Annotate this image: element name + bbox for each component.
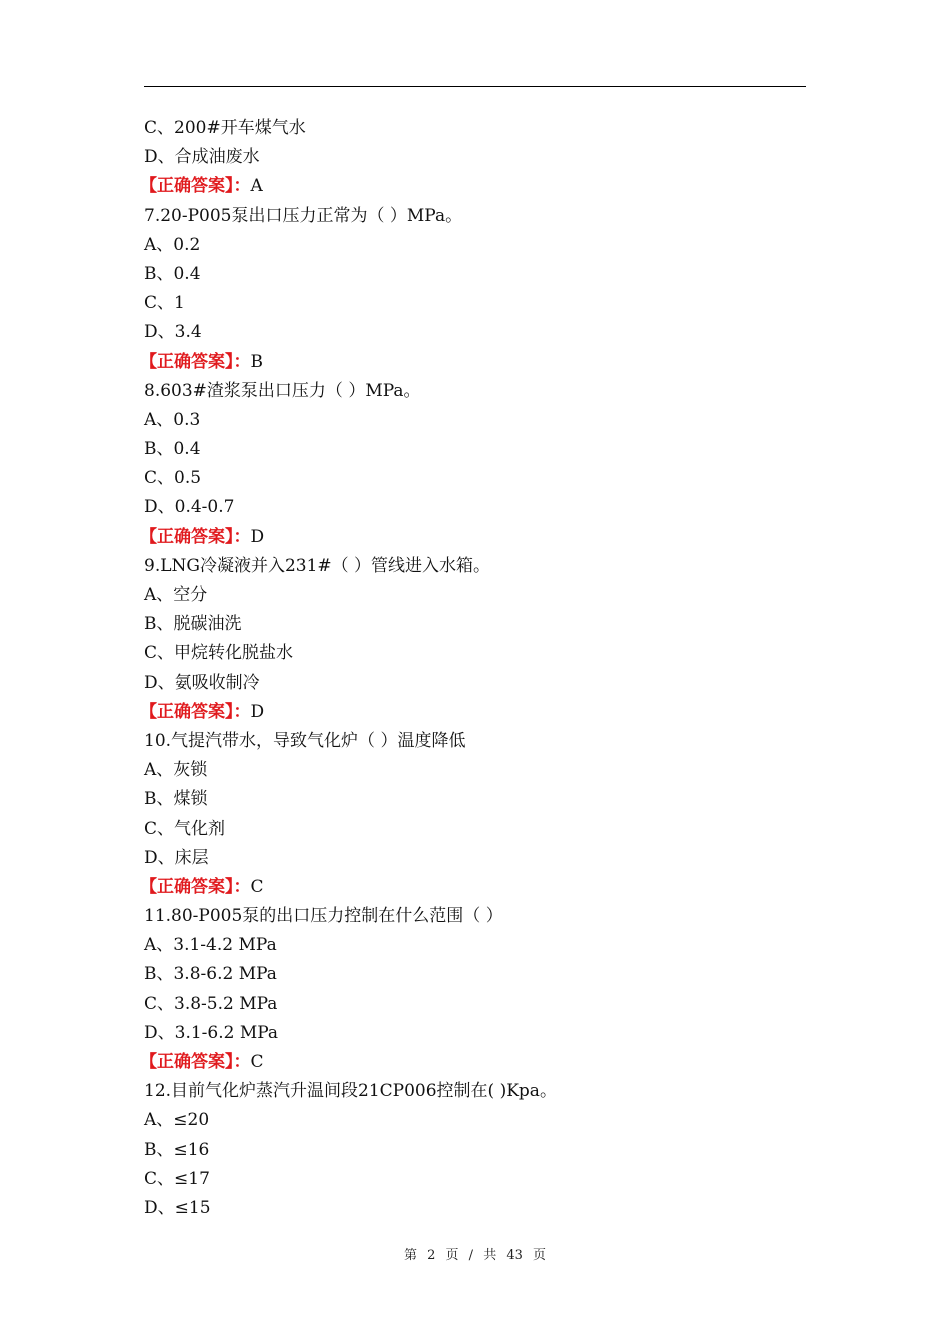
page-content — [140, 114, 806, 1223]
answer-label: 【正确答案】： — [140, 701, 251, 722]
option-line: D、床层 — [144, 847, 209, 868]
option-line: A、灰锁 — [144, 760, 208, 781]
question-line: 10.气提汽带水，导致气化炉（ ）温度降低 — [144, 730, 466, 751]
option-line: C、200#开车煤气水 — [144, 118, 306, 138]
answer-line — [140, 523, 806, 552]
footer-total-prefix: 共 — [483, 1248, 497, 1263]
option-line: D、合成油废水 — [144, 147, 260, 168]
footer-page-word: 页 — [445, 1248, 459, 1263]
answer-line — [140, 1048, 806, 1077]
option-line: B、0.4 — [144, 439, 201, 460]
answer-line — [140, 348, 806, 377]
option-line: B、≤16 — [144, 1139, 210, 1160]
option-line: A、0.2 — [144, 234, 201, 255]
header-rule — [144, 86, 806, 87]
answer-value: D — [250, 701, 265, 722]
answer-label: 【正确答案】： — [140, 351, 251, 372]
answer-label: 【正确答案】： — [140, 1052, 251, 1072]
answer-label: 【正确答案】： — [140, 526, 251, 547]
question-line: 9.LNG冷凝液并入231#（ ）管线进入水箱。 — [144, 555, 491, 576]
option-line: C、3.8-5.2 MPa — [144, 993, 278, 1014]
answer-value: A — [250, 176, 263, 197]
option-line: D、0.4-0.7 — [144, 497, 235, 518]
question-line: 12.目前气化炉蒸汽升温间段21CP006控制在( )Kpa。 — [144, 1081, 557, 1102]
option-line: B、脱碳油洗 — [144, 614, 242, 635]
option-line: A、≤20 — [144, 1110, 210, 1131]
answer-line — [140, 172, 806, 201]
option-line: C、≤17 — [144, 1168, 210, 1189]
question-line: 11.80-P005泵的出口压力控制在什么范围（ ） — [144, 906, 503, 927]
option-line: C、0.5 — [144, 468, 202, 489]
option-line: D、3.1-6.2 MPa — [144, 1022, 279, 1043]
answer-value: C — [250, 1052, 264, 1072]
option-line: A、0.3 — [144, 409, 201, 430]
answer-line — [140, 873, 806, 902]
option-line: D、≤15 — [144, 1197, 211, 1218]
option-line: C、甲烷转化脱盐水 — [144, 643, 294, 664]
answer-label: 【正确答案】： — [140, 176, 251, 197]
question-line: 8.603#渣浆泵出口压力（ ）MPa。 — [144, 380, 421, 401]
footer-current-page: 2 — [427, 1248, 436, 1263]
option-line: A、空分 — [144, 585, 208, 605]
option-line: B、0.4 — [144, 263, 201, 284]
option-line: B、煤锁 — [144, 789, 208, 810]
answer-value: C — [250, 876, 264, 897]
option-line: D、3.4 — [144, 322, 202, 343]
footer-prefix: 第 — [403, 1248, 417, 1263]
option-line: C、1 — [144, 293, 185, 314]
answer-value: B — [250, 351, 263, 372]
page-footer — [0, 1244, 950, 1263]
answer-label: 【正确答案】： — [140, 876, 251, 897]
answer-line — [140, 698, 806, 727]
footer-suffix: 页 — [533, 1248, 547, 1263]
footer-total-pages: 43 — [506, 1248, 523, 1263]
answer-value: D — [250, 526, 265, 547]
option-line: D、氨吸收制冷 — [144, 672, 260, 693]
option-line: A、3.1-4.2 MPa — [144, 935, 277, 956]
option-line: C、气化剂 — [144, 818, 226, 839]
footer-separator: / — [468, 1248, 474, 1263]
question-line: 7.20-P005泵出口压力正常为（ ）MPa。 — [144, 205, 463, 226]
option-line: B、3.8-6.2 MPa — [144, 964, 277, 985]
